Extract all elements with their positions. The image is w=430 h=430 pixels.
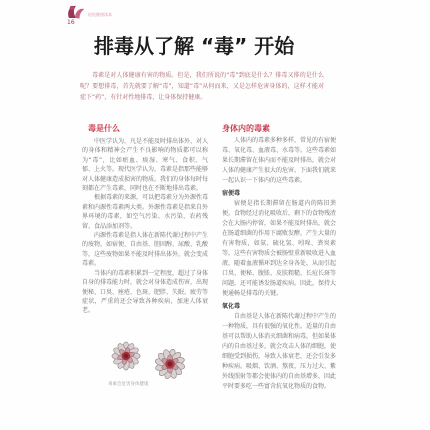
section-paragraph-1: 宿便是指长期滞留在肠道内的陈旧粪便。食物经过消化吸收后，剩下的食物残渣会在大肠内停留，如果不能及时排出，就会在肠道细菌的作用下腐败发酵，产生大量的有害物质，如氨、硫化氢、吲哚、粪臭素等。这些有害物质会被肠壁重新吸收进入血液，随着血液循环到达全身各处，从而引起口臭、便秘、腹胀、皮肤粗糙、长痘长斑等问题，还可能诱发肠道疾病。因此，保持大便通畅是排毒的关键。 xyxy=(222,200,337,297)
section-subheading-2: 氧化毒 xyxy=(222,303,241,310)
left-paragraph-1: 中医学认为，凡是不能及时排出体外、对人的身体和精神会产生不良影响的物质都可以称为“毒”，比如瘀血、痰湿、寒气、食积、气郁、上火等。现代医学认为，毒素是指那些能够对人体健康造成损害的物质。我们的身体每时每刻都在产生毒素，同时也在不断地排出毒素。 xyxy=(82,138,209,193)
page-title: 排毒从了解 “毒” 开始 xyxy=(94,34,295,58)
flower-core xyxy=(124,354,129,359)
right-intro-paragraph: 人体内的毒素多种多样，常见的有宿便毒、氧化毒、血液毒、水毒等。这些毒素如果长期滞留在体内而不能及时排出，就会对人体的健康产生很大的危害。下面我们就来一起认识一下体内的这些毒素。 xyxy=(222,137,337,184)
left-column xyxy=(82,137,208,316)
section-paragraph-2: 自由基是人体在新陈代谢过程中产生的一种物质，具有很强的氧化性。适量的自由基可以帮助人体消灭细菌和病毒，但如果体内的自由基过多，就会攻击人体的细胞，使细胞受到损伤，导致人体衰老，还会引发多种疾病。吸烟、饮酒、熬夜、压力过大、紫外线照射等都会使体内的自由基增多，因此平时要多吃一些富含抗氧化物质的食物。 xyxy=(222,313,337,390)
flower-illustration-2 xyxy=(154,348,186,380)
right-column xyxy=(222,136,336,392)
logo-emblem-icon xyxy=(66,3,86,20)
figure-caption: 毒素会危害身体健康 xyxy=(108,382,149,387)
series-name: 轻松健康读本 xyxy=(88,12,112,17)
section-subheading-1: 宿便毒 xyxy=(222,190,241,197)
right-column-heading: 身体内的毒素 xyxy=(222,124,270,133)
book-series-logo xyxy=(66,3,112,20)
flower-illustration-1 xyxy=(111,341,141,371)
page-number: 16 xyxy=(67,19,75,26)
left-paragraph-4: 当体内的毒素积累到一定程度，超过了身体自身的排毒能力时，就会对身体造成伤害，出现便秘、口臭、痤疮、色斑、肥胖、失眠、疲劳等症状，严重的还会导致各种疾病，加速人体衰老。 xyxy=(82,269,209,315)
left-paragraph-3: 内源性毒素是指人体在新陈代谢过程中产生的废物，如宿便、自由基、胆固醇、尿酸、乳酸等，这些废物如果不能及时排出体外，就会变成毒素。 xyxy=(82,232,209,268)
flower-core xyxy=(168,362,173,367)
left-column-heading: 毒是什么 xyxy=(88,124,120,133)
left-paragraph-2: 根据毒素的来源，可以把毒素分为外源性毒素和内源性毒素两大类。外源性毒素是指来自外界环境的毒素，如空气污染、水污染、农药残留、食品添加剂等。 xyxy=(82,194,209,230)
intro-paragraph: 毒素是对人体健康有害的物质。但是，我们所说的“毒”到底是什么？排毒又排的是什么呢？要想排毒，首先就要了解“毒”，知道“毒”从何而来，又是怎样危害身体的，这样才能对症下“药”，有针对性地排毒，让身体保持健康。 xyxy=(80,72,324,101)
